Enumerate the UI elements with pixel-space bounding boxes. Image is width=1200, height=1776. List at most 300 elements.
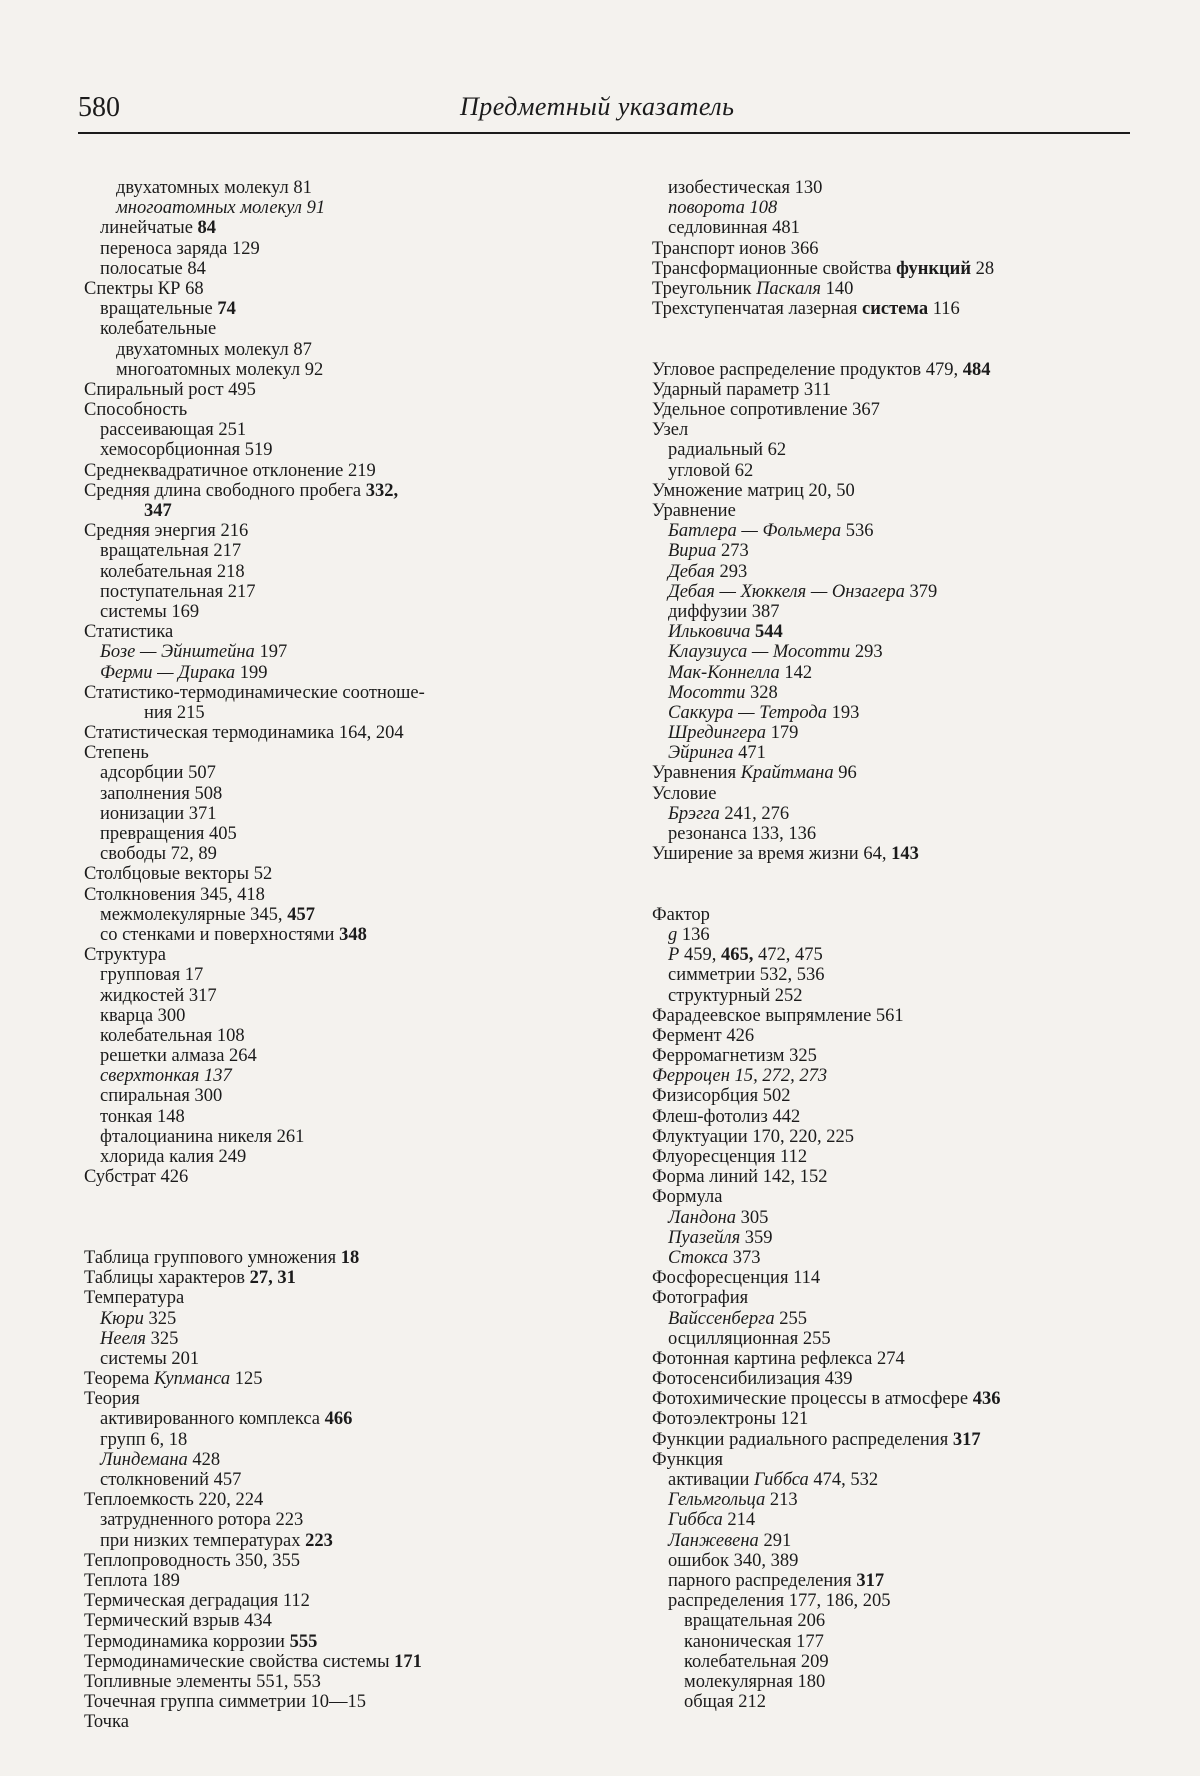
entry-text: переноса заряда 129 bbox=[100, 238, 260, 259]
entry-text: Теорема bbox=[84, 1369, 154, 1390]
entry-text: заполнения 508 bbox=[100, 783, 223, 804]
entry-text: вращательная 206 bbox=[684, 1611, 826, 1632]
index-subentry bbox=[84, 360, 584, 380]
entry-text: Формула bbox=[652, 1187, 723, 1208]
entry-text: Теплота 189 bbox=[84, 1570, 180, 1591]
entry-text: 436 bbox=[972, 1389, 1001, 1410]
entry-text: Пуазейля bbox=[668, 1227, 741, 1248]
index-entry bbox=[652, 239, 1152, 259]
entry-text: адсорбции 507 bbox=[100, 763, 216, 784]
entry-text: Среднеквадратичное отклонение 219 bbox=[84, 460, 376, 481]
index-entry bbox=[652, 1107, 1152, 1127]
index-entry bbox=[652, 1369, 1152, 1389]
entry-text: угловой 62 bbox=[668, 460, 754, 481]
index-subentry bbox=[84, 905, 584, 925]
blank-line bbox=[84, 1228, 584, 1248]
index-entry bbox=[84, 380, 584, 400]
entry-text: 305 bbox=[736, 1207, 769, 1228]
entry-text: Треугольник bbox=[652, 278, 757, 299]
index-entry bbox=[652, 1187, 1152, 1207]
index-subentry bbox=[84, 178, 584, 198]
entry-text: Фарадеевское выпрямление 561 bbox=[652, 1005, 904, 1026]
entry-text: 241, 276 bbox=[719, 803, 790, 824]
index-entry bbox=[84, 945, 584, 965]
index-entry bbox=[84, 1551, 584, 1571]
index-entry bbox=[84, 723, 584, 743]
index-subentry bbox=[652, 743, 1152, 763]
index-entry bbox=[652, 1127, 1152, 1147]
index-entry bbox=[652, 1006, 1152, 1026]
entry-text: затрудненного ротора 223 bbox=[100, 1510, 304, 1531]
index-entry bbox=[652, 279, 1152, 299]
index-subentry bbox=[84, 198, 584, 218]
index-column-right bbox=[652, 178, 1152, 1712]
entry-text: линейчатые bbox=[100, 218, 198, 239]
entry-text: 273 bbox=[716, 541, 749, 562]
index-column-left bbox=[84, 178, 584, 1732]
index-subentry bbox=[84, 844, 584, 864]
index-subentry bbox=[652, 521, 1152, 541]
entry-text: Теплоемкость 220, 224 bbox=[84, 1490, 264, 1511]
entry-text: столкновений 457 bbox=[100, 1470, 242, 1490]
index-entry bbox=[652, 1167, 1152, 1187]
entry-text: Флуктуации 170, 220, 225 bbox=[652, 1126, 855, 1147]
index-subentry bbox=[652, 824, 1152, 844]
entry-text: Гиббса bbox=[668, 1510, 723, 1531]
entry-text: Таблица группового умножения bbox=[84, 1247, 341, 1268]
entry-text: Мосотти bbox=[668, 682, 746, 703]
index-subentry bbox=[84, 1147, 584, 1167]
entry-text: Бозе — Эйнштейна bbox=[100, 642, 255, 663]
entry-text: 199 bbox=[235, 662, 268, 683]
index-entry bbox=[84, 683, 584, 703]
index-subentry bbox=[652, 683, 1152, 703]
entry-text: g bbox=[668, 924, 678, 945]
index-subentry bbox=[84, 501, 584, 521]
running-title: Предметный указатель bbox=[460, 92, 735, 121]
index-entry bbox=[652, 905, 1152, 925]
entry-text: колебательная 218 bbox=[100, 561, 245, 582]
entry-text: 291 bbox=[758, 1530, 792, 1551]
index-subentry bbox=[84, 1066, 584, 1086]
entry-text: Паскаля bbox=[756, 278, 821, 299]
index-subentry bbox=[652, 178, 1152, 198]
entry-text: Ильковича bbox=[668, 622, 751, 643]
entry-text: седловинная 481 bbox=[668, 218, 800, 239]
entry-text: 465, bbox=[720, 945, 754, 966]
entry-text: Стокса bbox=[668, 1247, 729, 1268]
entry-text: 171 bbox=[394, 1651, 422, 1672]
entry-text: 428 bbox=[187, 1449, 221, 1470]
index-entry bbox=[84, 279, 584, 299]
entry-text: Ферми — Дирака bbox=[100, 662, 236, 683]
index-entry bbox=[84, 1167, 584, 1187]
index-subentry bbox=[652, 541, 1152, 561]
entry-text: 466 bbox=[324, 1409, 353, 1430]
entry-text: Шредингера bbox=[668, 723, 767, 744]
index-subentry bbox=[84, 239, 584, 259]
index-entry bbox=[652, 1450, 1152, 1470]
index-entry bbox=[652, 1066, 1152, 1086]
entry-text: Топливные элементы 551, 553 bbox=[84, 1671, 321, 1692]
entry-text: Транспорт ионов 366 bbox=[652, 238, 819, 259]
entry-text: Клаузиуса — Мосотти bbox=[668, 642, 851, 663]
entry-text: со стенками и поверхностями bbox=[100, 924, 340, 945]
entry-text: Функции радиального распределения bbox=[652, 1429, 953, 1450]
entry-text: 143 bbox=[891, 844, 919, 865]
index-subentry bbox=[652, 622, 1152, 642]
entry-text: многоатомных молекул 91 bbox=[116, 198, 326, 219]
entry-text: Дебая — Хюккеля — Онзагера bbox=[668, 581, 905, 602]
index-subentry bbox=[84, 965, 584, 985]
index-entry bbox=[652, 299, 1152, 319]
entry-text: Гельмгольца bbox=[668, 1490, 766, 1511]
entry-text: Теплопроводность 350, 355 bbox=[84, 1550, 301, 1571]
entry-text: решетки алмаза 264 bbox=[100, 1046, 257, 1067]
index-entry bbox=[652, 1147, 1152, 1167]
index-subentry bbox=[652, 1309, 1152, 1329]
entry-text: Нееля bbox=[100, 1328, 146, 1349]
index-subentry bbox=[652, 1672, 1152, 1692]
entry-text: активированного комплекса bbox=[100, 1409, 325, 1430]
entry-text: 328 bbox=[745, 682, 778, 703]
entry-text: ионизации 371 bbox=[100, 803, 217, 824]
entry-text: симметрии 532, 536 bbox=[668, 965, 825, 986]
index-subentry bbox=[84, 420, 584, 440]
entry-text: Флуоресценция 112 bbox=[652, 1147, 808, 1167]
blank-line bbox=[652, 864, 1152, 884]
entry-text: сверхтонкая 137 bbox=[100, 1066, 232, 1087]
entry-text: Термодинамика коррозии bbox=[84, 1631, 290, 1652]
entry-text: Точка bbox=[84, 1712, 129, 1733]
entry-text: Трансформационные свойства bbox=[652, 258, 897, 279]
entry-text: 213 bbox=[765, 1490, 798, 1511]
entry-text: 28 bbox=[971, 258, 995, 279]
entry-text: Угловое распределение продуктов 479, bbox=[652, 359, 963, 380]
index-entry bbox=[652, 1430, 1152, 1450]
entry-text: распределения 177, 186, 205 bbox=[668, 1591, 891, 1612]
entry-text: Крайтмана bbox=[740, 763, 834, 784]
index-subentry bbox=[652, 1228, 1152, 1248]
entry-text: 136 bbox=[677, 924, 710, 945]
entry-text: Вириа bbox=[668, 541, 717, 562]
index-entry bbox=[652, 1046, 1152, 1066]
entry-text: Термическая деградация 112 bbox=[84, 1591, 310, 1612]
entry-text: полосатые 84 bbox=[100, 258, 206, 279]
index-entry bbox=[84, 1632, 584, 1652]
index-subentry bbox=[652, 804, 1152, 824]
entry-text: колебательная 209 bbox=[684, 1651, 829, 1672]
index-subentry bbox=[652, 1591, 1152, 1611]
entry-text: Условие bbox=[652, 783, 717, 804]
index-entry bbox=[84, 622, 584, 642]
entry-text: фталоцианина никеля 261 bbox=[100, 1126, 305, 1147]
entry-text: хлорида калия 249 bbox=[100, 1147, 247, 1167]
entry-text: многоатомных молекул 92 bbox=[116, 359, 324, 380]
index-entry bbox=[652, 481, 1152, 501]
entry-text: молекулярная 180 bbox=[684, 1671, 826, 1692]
entry-text: 373 bbox=[728, 1247, 761, 1268]
entry-text: жидкостей 317 bbox=[100, 985, 217, 1006]
index-entry bbox=[652, 1086, 1152, 1106]
entry-text: Брэгга bbox=[668, 803, 720, 824]
index-subentry bbox=[652, 1510, 1152, 1530]
entry-text: парного распределения bbox=[668, 1570, 857, 1591]
index-entry bbox=[84, 1571, 584, 1591]
index-entry bbox=[84, 1490, 584, 1510]
entry-text: 332, bbox=[365, 480, 399, 501]
index-subentry bbox=[84, 1531, 584, 1551]
index-subentry bbox=[84, 925, 584, 945]
entry-text: Субстрат 426 bbox=[84, 1167, 189, 1188]
index-entry bbox=[652, 400, 1152, 420]
entry-text: резонанса 133, 136 bbox=[668, 824, 817, 844]
index-subentry bbox=[652, 1652, 1152, 1672]
index-subentry bbox=[652, 1208, 1152, 1228]
entry-text: Теория bbox=[84, 1389, 140, 1410]
entry-text: радиальный 62 bbox=[668, 440, 787, 461]
entry-text: 484 bbox=[962, 359, 991, 380]
blank-line bbox=[84, 1187, 584, 1207]
index-subentry bbox=[652, 663, 1152, 683]
entry-text: рассеивающая 251 bbox=[100, 420, 247, 441]
index-subentry bbox=[84, 763, 584, 783]
index-subentry bbox=[84, 1470, 584, 1490]
index-entry bbox=[84, 1369, 584, 1389]
index-entry bbox=[84, 1268, 584, 1288]
entry-text: 74 bbox=[217, 299, 236, 320]
entry-text: поступательная 217 bbox=[100, 581, 256, 602]
entry-text: 15, 272, 273 bbox=[729, 1066, 828, 1087]
index-subentry bbox=[84, 1086, 584, 1106]
entry-text: Ударный параметр 311 bbox=[652, 379, 831, 400]
entry-text: колебательные bbox=[100, 319, 217, 340]
blank-line bbox=[652, 319, 1152, 339]
index-entry bbox=[652, 501, 1152, 521]
index-subentry bbox=[84, 663, 584, 683]
index-subentry bbox=[84, 1409, 584, 1429]
index-entry bbox=[652, 259, 1152, 279]
index-entry bbox=[84, 1692, 584, 1712]
index-subentry bbox=[84, 1450, 584, 1470]
index-entry bbox=[84, 1611, 584, 1631]
entry-text: Фосфоресценция 114 bbox=[652, 1268, 821, 1289]
index-subentry bbox=[84, 299, 584, 319]
entry-text: межмолекулярные 345, bbox=[100, 904, 288, 925]
index-subentry bbox=[84, 703, 584, 723]
header-rule bbox=[78, 132, 1130, 134]
entry-text: Степень bbox=[84, 743, 149, 764]
index-subentry bbox=[652, 986, 1152, 1006]
entry-text: активации bbox=[668, 1470, 754, 1490]
entry-text: 255 bbox=[774, 1308, 807, 1329]
entry-text: 555 bbox=[289, 1631, 318, 1652]
entry-text: Форма линий 142, 152 bbox=[652, 1167, 828, 1188]
entry-text: групповая 17 bbox=[100, 965, 204, 986]
entry-text: Ферроцен bbox=[652, 1066, 730, 1087]
entry-text: 293 bbox=[850, 642, 883, 663]
entry-text: 193 bbox=[827, 702, 860, 723]
entry-text: свободы 72, 89 bbox=[100, 844, 217, 865]
index-subentry bbox=[652, 1329, 1152, 1349]
entry-text: хемосорбционная 519 bbox=[100, 440, 273, 461]
index-subentry bbox=[84, 824, 584, 844]
index-subentry bbox=[652, 582, 1152, 602]
entry-text: Гиббса bbox=[753, 1470, 809, 1490]
entry-text: системы 201 bbox=[100, 1348, 200, 1369]
entry-text: Статистическая термодинамика 164, 204 bbox=[84, 723, 404, 744]
entry-text: структурный 252 bbox=[668, 985, 803, 1006]
index-subentry bbox=[652, 602, 1152, 622]
entry-text: Батлера — Фольмера bbox=[668, 521, 842, 542]
entry-text: Удельное сопротивление 367 bbox=[652, 400, 880, 421]
entry-text: Столбцовые векторы 52 bbox=[84, 864, 273, 885]
index-entry bbox=[84, 521, 584, 541]
entry-text: Ланжевена bbox=[668, 1530, 759, 1551]
entry-text: Фотонная картина рефлекса 274 bbox=[652, 1348, 905, 1369]
index-subentry bbox=[652, 1490, 1152, 1510]
blank-line bbox=[84, 1208, 584, 1228]
entry-text: вращательная 217 bbox=[100, 541, 242, 562]
index-subentry bbox=[652, 703, 1152, 723]
index-entry bbox=[84, 481, 584, 501]
index-subentry bbox=[84, 218, 584, 238]
blank-line bbox=[652, 885, 1152, 905]
index-entry bbox=[652, 360, 1152, 380]
entry-text: Фотосенсибилизация 439 bbox=[652, 1369, 853, 1390]
entry-text: 536 bbox=[841, 521, 874, 542]
entry-text: вращательные bbox=[100, 299, 218, 320]
index-subentry bbox=[652, 1611, 1152, 1631]
index-subentry bbox=[84, 804, 584, 824]
index-entry bbox=[652, 420, 1152, 440]
entry-text: кварца 300 bbox=[100, 1005, 186, 1026]
entry-text: Спектры КР 68 bbox=[84, 278, 204, 299]
entry-text: Структура bbox=[84, 945, 166, 966]
entry-text: ния 215 bbox=[144, 702, 205, 723]
entry-text: изобестическая 130 bbox=[668, 178, 823, 198]
entry-text: Флеш-фотолиз 442 bbox=[652, 1106, 801, 1127]
blank-line bbox=[652, 340, 1152, 360]
entry-text: 472, 475 bbox=[753, 945, 823, 966]
index-subentry bbox=[84, 562, 584, 582]
entry-text: Трехступенчатая лазерная bbox=[652, 299, 862, 320]
entry-text: 18 bbox=[340, 1247, 360, 1268]
index-subentry bbox=[652, 945, 1152, 965]
index-subentry bbox=[652, 461, 1152, 481]
index-subentry bbox=[84, 642, 584, 662]
entry-text: Фотография bbox=[652, 1288, 749, 1309]
index-subentry bbox=[652, 925, 1152, 945]
index-subentry bbox=[652, 1551, 1152, 1571]
entry-text: спиральная 300 bbox=[100, 1086, 223, 1107]
entry-text: 214 bbox=[722, 1510, 756, 1531]
entry-text: 142 bbox=[779, 662, 813, 683]
entry-text: Статистико-термодинамические соотноше- bbox=[84, 682, 425, 703]
entry-text: Фактор bbox=[652, 904, 710, 925]
entry-text: Температура bbox=[84, 1288, 185, 1309]
index-entry bbox=[652, 1026, 1152, 1046]
entry-text: 27, 31 bbox=[249, 1268, 296, 1289]
entry-text: Мак-Коннелла bbox=[668, 662, 780, 683]
entry-text: P bbox=[668, 945, 680, 966]
entry-text: диффузии 387 bbox=[668, 601, 780, 622]
entry-text: двухатомных молекул 81 bbox=[116, 178, 312, 198]
index-subentry bbox=[84, 784, 584, 804]
entry-text: 347 bbox=[144, 501, 172, 521]
entry-text: Спиральный рост 495 bbox=[84, 379, 256, 400]
entry-text: Средняя энергия 216 bbox=[84, 521, 249, 542]
index-entry bbox=[652, 784, 1152, 804]
entry-text: каноническая 177 bbox=[684, 1631, 824, 1652]
entry-text: Уравнение bbox=[652, 501, 736, 521]
index-subentry bbox=[652, 1248, 1152, 1268]
entry-text: 325 bbox=[143, 1308, 177, 1329]
entry-text: Термодинамические свойства системы bbox=[84, 1651, 395, 1672]
entry-text: Способность bbox=[84, 400, 188, 421]
entry-text: Вайссенберга bbox=[668, 1308, 775, 1329]
index-entry bbox=[84, 1712, 584, 1732]
index-subentry bbox=[652, 1571, 1152, 1591]
entry-text: Статистика bbox=[84, 622, 174, 643]
entry-text: Уширение за время жизни 64, bbox=[652, 844, 892, 865]
index-subentry bbox=[84, 440, 584, 460]
index-entry bbox=[84, 1288, 584, 1308]
entry-text: 457 bbox=[287, 904, 315, 925]
entry-text: системы 169 bbox=[100, 601, 200, 622]
index-entry bbox=[84, 743, 584, 763]
entry-text: 125 bbox=[230, 1369, 263, 1390]
index-entry bbox=[84, 864, 584, 884]
entry-text: Дебая bbox=[668, 561, 715, 582]
index-subentry bbox=[84, 1349, 584, 1369]
index-entry bbox=[84, 1248, 584, 1268]
index-subentry bbox=[652, 642, 1152, 662]
entry-text: 179 bbox=[766, 723, 799, 744]
entry-text: 116 bbox=[928, 299, 960, 320]
entry-text: Уравнения bbox=[652, 763, 741, 784]
index-entry bbox=[652, 1288, 1152, 1308]
index-subentry bbox=[84, 541, 584, 561]
index-subentry bbox=[84, 1309, 584, 1329]
entry-text: Точечная группа симметрии 10—15 bbox=[84, 1692, 366, 1713]
index-entry bbox=[84, 400, 584, 420]
index-subentry bbox=[652, 723, 1152, 743]
index-entry bbox=[652, 380, 1152, 400]
entry-text: Фотоэлектроны 121 bbox=[652, 1409, 809, 1430]
index-entry bbox=[84, 885, 584, 905]
index-entry bbox=[652, 1389, 1152, 1409]
index-subentry bbox=[652, 1692, 1152, 1712]
entry-text: Саккура — Тетрода bbox=[668, 702, 828, 723]
entry-text: Узел bbox=[652, 420, 689, 441]
entry-text: 317 bbox=[856, 1570, 885, 1591]
index-entry bbox=[84, 1652, 584, 1672]
entry-text: ошибок 340, 389 bbox=[668, 1550, 799, 1571]
index-subentry bbox=[84, 602, 584, 622]
entry-text: 96 bbox=[833, 763, 857, 784]
index-subentry bbox=[84, 986, 584, 1006]
entry-text: осцилляционная 255 bbox=[668, 1328, 831, 1349]
index-entry bbox=[84, 1591, 584, 1611]
index-subentry bbox=[84, 582, 584, 602]
entry-text: 544 bbox=[750, 622, 783, 643]
entry-text: 474, 532 bbox=[808, 1470, 879, 1490]
index-entry bbox=[84, 1672, 584, 1692]
entry-text: превращения 405 bbox=[100, 824, 237, 844]
entry-text: Умножение матриц 20, 50 bbox=[652, 480, 855, 501]
entry-text: Средняя длина свободного пробега bbox=[84, 480, 366, 501]
